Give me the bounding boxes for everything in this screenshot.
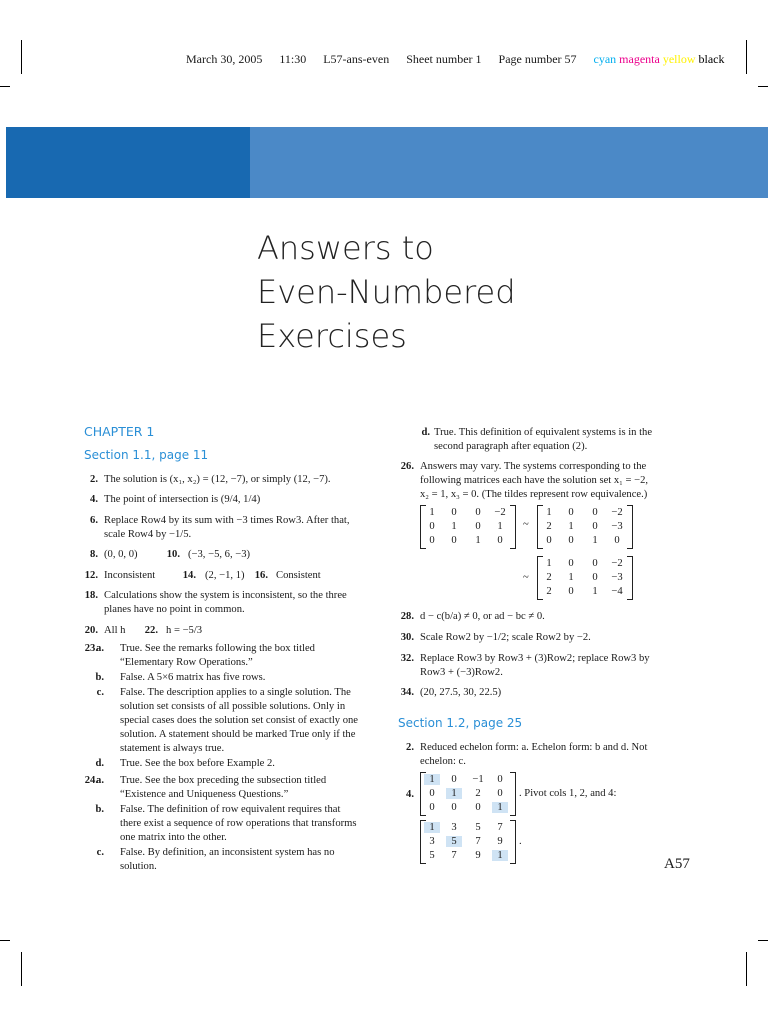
- answer-number: 14.: [182, 570, 196, 581]
- part-text: there exist a sequence of row operations that transforms: [120, 818, 357, 829]
- part-label: c.: [96, 847, 104, 858]
- matrix-cell: 3: [429, 836, 435, 847]
- answer-number: 4.: [90, 494, 98, 505]
- matrix-cell: 2: [546, 521, 552, 532]
- matrix-cell: 0: [568, 535, 574, 546]
- matrix-cell: 1: [446, 788, 462, 799]
- title-line: Even-Numbered: [257, 273, 516, 311]
- answer-number: 34.: [400, 687, 414, 698]
- part-text: True. See the remarks following the box titled: [120, 643, 315, 654]
- matrix-bracket-right: [510, 505, 516, 549]
- matrix-cell: 9: [497, 836, 503, 847]
- matrix-bracket-right: [510, 772, 516, 816]
- part-text: solution.: [120, 861, 157, 872]
- answer-text: . Pivot cols 1, 2, and 4:: [519, 788, 617, 799]
- matrix-cell: 1: [568, 572, 574, 583]
- part-text: True. See the box preceding the subsection titled: [120, 775, 327, 786]
- matrix-cell: 1: [592, 535, 598, 546]
- answer-text: Replace Row4 by its sum with −3 times Row3. After that,: [104, 515, 350, 526]
- answer-23: [76, 642, 376, 772]
- answer-number: 22.: [144, 625, 158, 636]
- tilde-symbol: ~: [523, 519, 529, 530]
- matrix-cell: −3: [611, 521, 623, 532]
- matrix-cell: 0: [451, 535, 457, 546]
- part-label: b.: [95, 672, 104, 683]
- banner-dark-block: [6, 127, 250, 198]
- part-text: “Existence and Uniqueness Questions.”: [120, 789, 289, 800]
- matrix-cell: −1: [472, 774, 484, 785]
- answer-text: .: [519, 836, 522, 847]
- part-text: one matrix into the other.: [120, 832, 227, 843]
- matrix-cell: 0: [475, 507, 481, 518]
- matrix-bracket-right: [627, 505, 633, 549]
- part-label: d.: [421, 427, 430, 438]
- part-text: True. This definition of equivalent systems is in the: [434, 427, 653, 438]
- answer-text: scale Row4 by −1/5.: [104, 529, 192, 540]
- section-heading: Section 1.1, page 11: [84, 448, 209, 462]
- matrix-bracket-right: [510, 820, 516, 864]
- matrix-cell: 0: [592, 521, 598, 532]
- matrix-cell: 3: [451, 822, 457, 833]
- answer-text: planes have no point in common.: [104, 604, 245, 615]
- matrix-cell: 0: [592, 572, 598, 583]
- answer-text: (0, 0, 0): [104, 549, 138, 560]
- answer-text: d − c(b/a) ≠ 0, or ad − bc ≠ 0.: [420, 611, 545, 622]
- answer-24: [76, 774, 376, 874]
- part-text: statement is always true.: [120, 743, 225, 754]
- answer-text: All h: [104, 625, 126, 636]
- answer-number: 18.: [84, 590, 98, 601]
- matrix-26a: [420, 505, 516, 549]
- answer-text: (−3, −5, 6, −3): [188, 549, 251, 560]
- color-magenta: magenta: [619, 52, 660, 66]
- part-text: False. The description applies to a single solution. The: [120, 687, 351, 698]
- answer-text: Row3 + (−3)Row2.: [420, 667, 503, 678]
- matrix-cell: 1: [592, 586, 598, 597]
- answer-text: Replace Row3 by Row3 + (3)Row2; replace Row3 by: [420, 653, 650, 664]
- color-yellow: yellow: [662, 52, 696, 66]
- answer-text: The solution is (x₁, x₂) = (12, −7), or simply (12, −7).: [104, 474, 331, 485]
- crop-mark: [21, 40, 22, 74]
- answer-text: Inconsistent: [104, 570, 156, 581]
- header-page: Page number 57: [498, 52, 577, 66]
- crop-mark: [0, 86, 10, 87]
- part-text: “Elementary Row Operations.”: [120, 657, 253, 668]
- answer-number: 2.: [406, 742, 414, 753]
- tilde-symbol: ~: [523, 572, 529, 583]
- matrix-cell: 7: [475, 836, 481, 847]
- answer-text: following matrices each have the solution set x₁ = −2,: [420, 475, 649, 486]
- title-line: Exercises: [257, 317, 407, 355]
- page-number: A57: [664, 856, 690, 872]
- matrix-cell: 0: [451, 507, 457, 518]
- matrix-cell: 0: [614, 535, 620, 546]
- answer-number: 4.: [406, 789, 414, 800]
- matrix-cell: −4: [611, 586, 623, 597]
- matrix-cell: 0: [429, 535, 435, 546]
- answer-text: Reduced echelon form: a. Echelon form: b and d. Not: [420, 742, 648, 753]
- part-label: d.: [95, 758, 104, 769]
- matrix-bracket-right: [627, 556, 633, 600]
- part-label: c.: [96, 687, 104, 698]
- answer-text: Calculations show the system is inconsistent, so the three: [104, 590, 347, 601]
- matrix-cell: 0: [475, 802, 481, 813]
- matrix-cell: 0: [568, 558, 574, 569]
- matrix-cell: 1: [546, 558, 552, 569]
- part-text: solution. A statement should be marked True only if the: [120, 729, 356, 740]
- matrix-cell: 0: [497, 788, 503, 799]
- answer-text: Scale Row2 by −1/2; scale Row2 by −2.: [420, 632, 591, 643]
- answer-text: (20, 27.5, 30, 22.5): [420, 687, 502, 698]
- matrix-cell: 0: [546, 535, 552, 546]
- matrix-4a: [420, 772, 516, 816]
- answer-text: Consistent: [276, 570, 321, 581]
- header-file: L57-ans-even: [323, 52, 390, 66]
- answer-text: h = −5/3: [166, 625, 203, 636]
- banner-light-block: [250, 127, 768, 198]
- answer-number: 2.: [90, 474, 98, 485]
- part-label: b.: [95, 804, 104, 815]
- matrix-cell: 9: [475, 850, 481, 861]
- answer-text: echelon: c.: [420, 756, 466, 767]
- part-label: a.: [96, 643, 104, 654]
- answer-number: 12.: [84, 570, 98, 581]
- matrix-cell: 0: [429, 521, 435, 532]
- color-cyan: cyan: [593, 52, 617, 66]
- part-text: False. By definition, an inconsistent system has no: [120, 847, 335, 858]
- part-text: False. The definition of row equivalent requires that: [120, 804, 341, 815]
- part-text: special cases does the solution set consist of exactly one: [120, 715, 359, 726]
- matrix-cell: 2: [475, 788, 481, 799]
- answer-number: 32.: [400, 653, 414, 664]
- answer-number: 10.: [166, 549, 180, 560]
- matrix-cell: 1: [568, 521, 574, 532]
- matrix-26b: [537, 505, 633, 549]
- color-black: black: [698, 52, 725, 66]
- matrix-cell: 1: [497, 521, 503, 532]
- part-text: False. A 5×6 matrix has five rows.: [120, 672, 266, 683]
- chapter-heading: CHAPTER 1: [84, 424, 155, 439]
- crop-mark: [758, 86, 768, 87]
- answer-text: (2, −1, 1): [205, 570, 245, 581]
- answer-number: 28.: [400, 611, 414, 622]
- matrix-cell: 0: [451, 774, 457, 785]
- matrix-26c: [537, 556, 633, 600]
- matrix-cell: 7: [451, 850, 457, 861]
- part-label: a.: [96, 775, 104, 786]
- answer-number: 23.: [84, 643, 98, 654]
- page-title: [257, 226, 516, 358]
- answer-text: The point of intersection is (9/4, 1/4): [104, 494, 261, 505]
- matrix-cell: 0: [429, 788, 435, 799]
- matrix-cell: −2: [494, 507, 506, 518]
- header-time: 11:30: [279, 52, 307, 66]
- matrix-cell: 1: [424, 774, 440, 785]
- matrix-cell: 1: [424, 822, 440, 833]
- crop-mark: [746, 40, 747, 74]
- header-date: March 30, 2005: [186, 52, 263, 66]
- part-text: second paragraph after equation (2).: [434, 441, 588, 452]
- answer-number: 16.: [254, 570, 268, 581]
- matrix-cell: −3: [611, 572, 623, 583]
- matrix-cell: 0: [592, 507, 598, 518]
- matrix-cell: 5: [429, 850, 435, 861]
- header-sheet: Sheet number 1: [406, 52, 482, 66]
- matrix-cell: 1: [451, 521, 457, 532]
- matrix-cell: 0: [475, 521, 481, 532]
- matrix-4b: [420, 820, 516, 864]
- answer-number: 26.: [400, 461, 414, 472]
- matrix-cell: 0: [568, 507, 574, 518]
- crop-mark: [758, 940, 768, 941]
- crop-mark: [746, 952, 747, 986]
- matrix-cell: −2: [611, 507, 623, 518]
- matrix-cell: 2: [546, 572, 552, 583]
- matrix-cell: 0: [497, 774, 503, 785]
- answer-number: 24.: [84, 775, 98, 786]
- part-text: solution set consists of all possible solutions. Only in: [120, 701, 346, 712]
- crop-mark: [0, 940, 10, 941]
- matrix-cell: 1: [492, 850, 508, 861]
- matrix-cell: −2: [611, 558, 623, 569]
- answer-number: 30.: [400, 632, 414, 643]
- answer-number: 8.: [90, 549, 98, 560]
- matrix-cell: 1: [475, 535, 481, 546]
- part-text: True. See the box before Example 2.: [120, 758, 275, 769]
- print-header: [186, 52, 739, 67]
- matrix-cell: 5: [446, 836, 462, 847]
- matrix-cell: 0: [568, 586, 574, 597]
- answer-text: x₂ = 1, x₃ = 0. (The tildes represent row equivalence.): [420, 489, 648, 500]
- answer-text: Answers may vary. The systems corresponding to the: [420, 461, 647, 472]
- matrix-cell: 1: [546, 507, 552, 518]
- matrix-cell: 1: [492, 802, 508, 813]
- matrix-cell: 5: [475, 822, 481, 833]
- matrix-cell: 1: [429, 507, 435, 518]
- title-line: Answers to: [257, 229, 434, 267]
- matrix-cell: 0: [592, 558, 598, 569]
- answer-number: 6.: [90, 515, 98, 526]
- matrix-cell: 0: [451, 802, 457, 813]
- matrix-cell: 2: [546, 586, 552, 597]
- matrix-cell: 0: [429, 802, 435, 813]
- matrix-cell: 0: [497, 535, 503, 546]
- color-separations: [594, 52, 725, 66]
- matrix-cell: 7: [497, 822, 503, 833]
- answer-number: 20.: [84, 625, 98, 636]
- crop-mark: [21, 952, 22, 986]
- section-heading: Section 1.2, page 25: [398, 716, 523, 730]
